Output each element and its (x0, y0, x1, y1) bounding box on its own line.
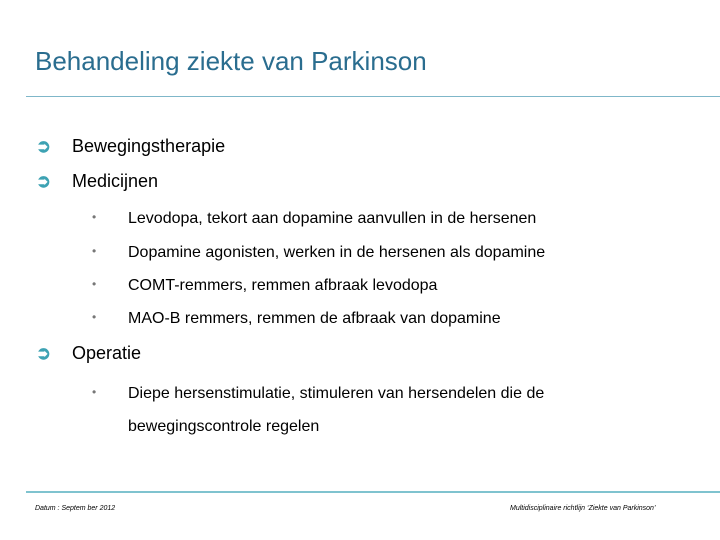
footer-source: Multidisciplinaire richtlijn ‘Ziekte van Parkinson’ (510, 505, 656, 512)
bullet-text: Bewegingstherapie (72, 136, 226, 156)
arrow-icon: ➲ (36, 343, 52, 363)
footer-divider (26, 491, 720, 493)
arrow-icon: ➲ (36, 171, 52, 191)
subitem-continuation: bewegingscontrole regelen (128, 418, 320, 435)
subitem-text: Dopamine agonisten, werken in de hersenen als dopamine (128, 244, 546, 261)
bullet-text: Operatie (72, 343, 142, 363)
subitem-text: COMT-remmers, remmen afbraak levodopa (128, 277, 438, 294)
subitem-text: Levodopa, tekort aan dopamine aanvullen in de hersenen (128, 210, 537, 227)
bullet-dot-icon: • (92, 310, 97, 324)
bullet-dot-icon: • (92, 210, 97, 224)
arrow-icon: ➲ (36, 136, 52, 156)
bullet-dot-icon: • (92, 385, 97, 399)
title-divider (26, 96, 720, 97)
subitem-text: MAO-B remmers, remmen de afbraak van dopamine (128, 310, 501, 327)
bullet-text: Medicijnen (72, 171, 159, 191)
slide-title: Behandeling ziekte van Parkinson (35, 46, 427, 76)
footer-date: Datum : Septem ber 2012 (35, 505, 116, 512)
bullet-dot-icon: • (92, 244, 97, 258)
subitem-text: Diepe hersenstimulatie, stimuleren van hersendelen die de (128, 385, 545, 402)
bullet-dot-icon: • (92, 277, 97, 291)
